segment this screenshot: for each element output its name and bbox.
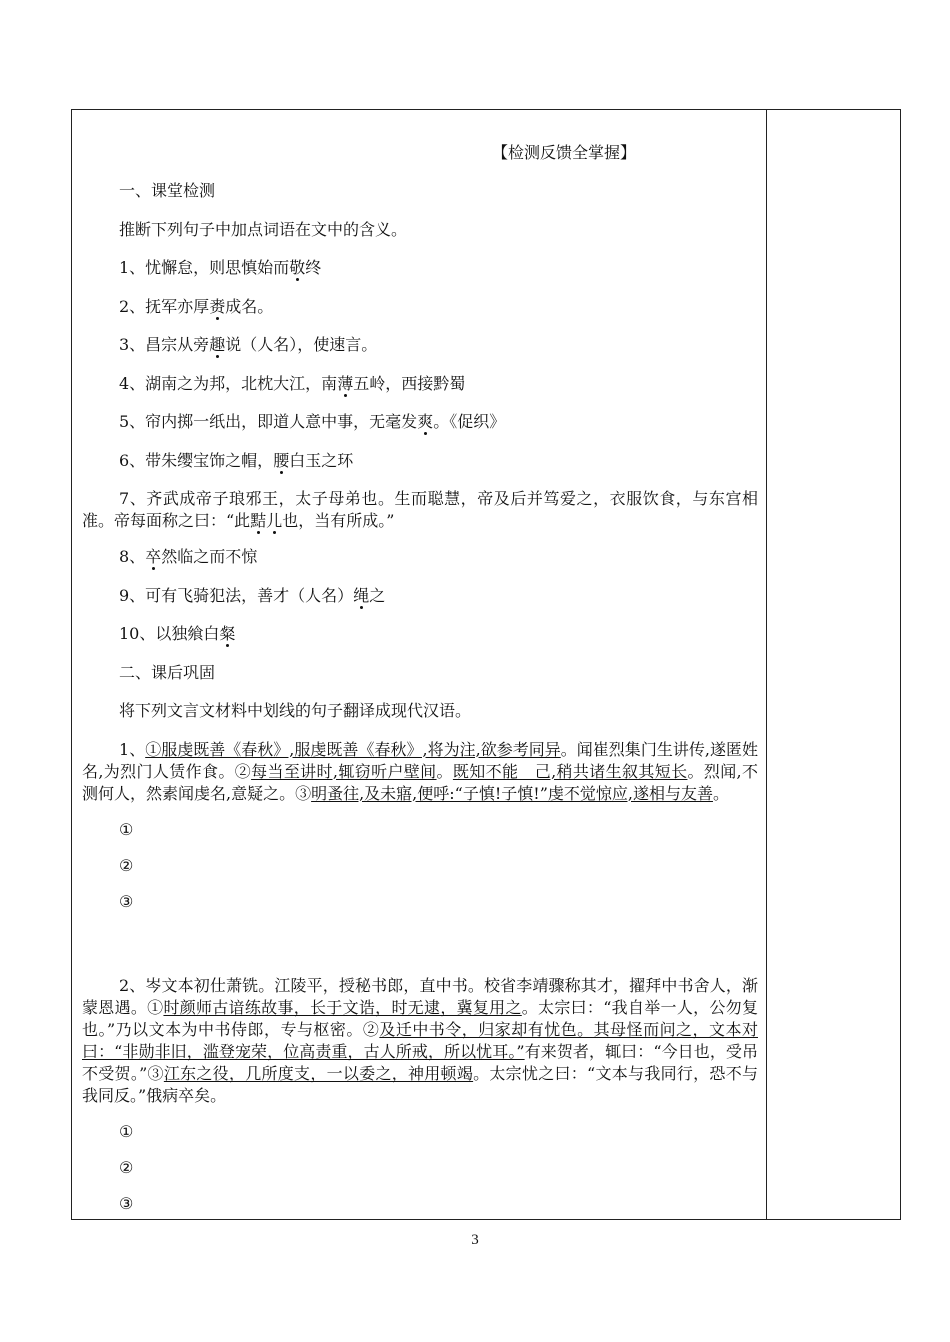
answer-marker-3: ③ (119, 891, 134, 911)
answer-marker-1: ① (119, 1121, 134, 1141)
section1-heading: 一、课堂检测 (119, 181, 216, 200)
dotted-word: 黠 (250, 511, 267, 530)
answer-marker-3: ③ (119, 1193, 134, 1213)
dotted-word: 趣 (209, 335, 226, 354)
dotted-word: 爽 (417, 412, 434, 431)
question-10: 10、以独飨白粲 (119, 624, 236, 643)
question-6: 6、带朱缨宝饰之帽，腰白玉之环 (119, 450, 354, 470)
table-column-divider (766, 109, 767, 1220)
dotted-word: 腰 (273, 450, 290, 470)
underlined-sentence: 江东之役，几所度支，一以委之，神用顿竭 (163, 1063, 474, 1083)
question-4: 4、湖南之为邦，北枕大江，南薄五岭，西接黔蜀 (119, 373, 466, 393)
answer-marker-2: ② (119, 1157, 134, 1177)
question-2: 2、抚军亦厚赉成名。 (119, 296, 274, 316)
section-title: 【检测反馈全掌握】 (491, 143, 636, 162)
passage-2: 2、岑文本初仕萧铣。江陵平，授秘书郎，直中书。校省李靖骤称其才，擢拜中书舍人，渐蒙恩遇。①时颜师古谙练故事，长于文诰，时无逮，冀复用之。太宗曰：“我自举一人，公勿复也。”乃以文本为中书侍郎，专与枢密。②及迁中书令，归家却有忧色。其母怪而问之，文本对曰：“非勋非旧，滥登宠荣，位高责重，古人所戒，所以忧耳。”有来贺者，辄曰：“今日也，受吊不受贺。”③江东之役，几所度支，一以委之，神用顿竭。太宗忧之曰：“文本与我同行，恐不与我同反。”俄病卒矣。 (82, 975, 758, 1105)
underlined-sentence: 时颜师古谙练故事，长于文诰，时无逮，冀复用之 (163, 997, 522, 1017)
underlined-sentence: 明蚤往,及未寤,便呼:“子慎!子慎!”虔不觉惊应,遂相与友善 (311, 783, 713, 803)
question-7: 7、齐武成帝子琅邪王，太子母弟也。生而聪慧，帝及后并笃爱之，衣服饮食，与东宫相准。帝每面称之曰：“此黠儿也，当有所成。” (82, 489, 758, 530)
dotted-word: 粲 (219, 624, 236, 643)
dotted-word: 敬 (289, 258, 306, 277)
answer-marker-2: ② (119, 855, 134, 875)
underlined-sentence: 及迁中书令，归家却有忧色。其母怪而问之，文本对曰：“非勋非旧，滥登宠荣，位高责重，古人所戒，所以忧耳。” (82, 1019, 758, 1061)
section1-instruction: 推断下列句子中加点词语在文中的含义。 (119, 219, 408, 239)
dotted-word: 绳 (353, 585, 370, 605)
passage-1: 1、①服虔既善《春秋》,服虔既善《春秋》,将为注,欲参考同异。闻崔烈集门生讲传,遂匿姓名,为烈门人赁作食。②每当至讲时,辄窃听户壁间。既知不能 己,稍共诸生叙其短长。烈闻,不测何人，然素闻虔名,意疑之。③明蚤往,及未寤,便呼:“子慎!子慎!”虔不觉惊应,遂相与友善。 (82, 739, 759, 803)
page-number: 3 (471, 1232, 479, 1248)
section2-heading: 二、课后巩固 (119, 662, 216, 682)
answer-marker-1: ① (119, 819, 134, 839)
dotted-word: 赉 (209, 296, 226, 316)
dotted-word: 卒 (145, 547, 162, 566)
question-8: 8、卒然临之而不惊 (119, 547, 258, 566)
section2-instruction: 将下列文言文材料中划线的句子翻译成现代汉语。 (119, 701, 472, 720)
underlined-sentence: ①服虔既善《春秋》,服虔既善《春秋》,将为注,欲参考同异 (145, 739, 561, 759)
worksheet-content (82, 138, 758, 1225)
dotted-word: 儿 (266, 511, 283, 530)
underlined-sentence: 既知不能 己,稍共诸生叙其短长 (452, 761, 688, 781)
question-3: 3、昌宗从旁趣说（人名），使速言。 (119, 335, 378, 354)
underlined-sentence: 每当至讲时,辄窃听户壁间 (251, 761, 437, 781)
question-9: 9、可有飞骑犯法，善才（人名）绳之 (119, 585, 386, 605)
dotted-word: 薄 (337, 373, 354, 393)
question-1: 1、忧懈怠，则思慎始而敬终 (119, 258, 322, 277)
question-5: 5、帘内掷一纸出，即道人意中事，无毫发爽。《促织》 (119, 412, 506, 431)
